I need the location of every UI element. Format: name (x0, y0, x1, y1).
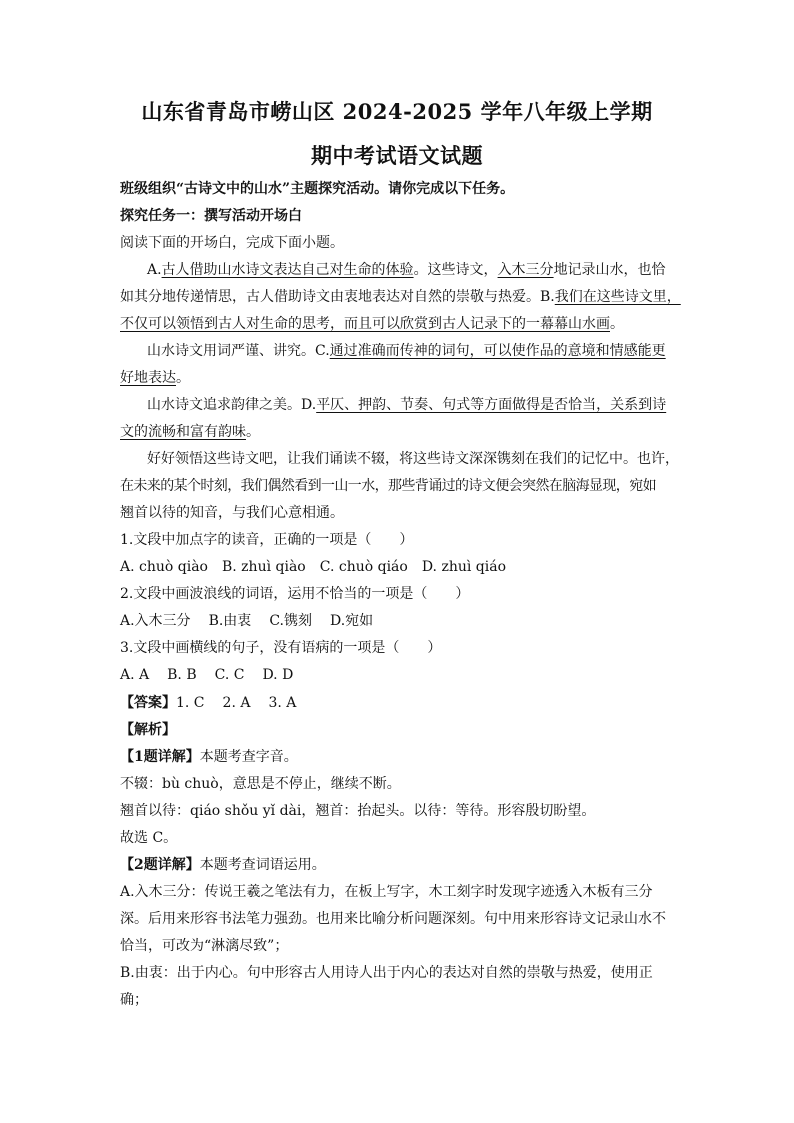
wavy-word-3: 镌刻 (497, 451, 525, 467)
passage-para-3-line-2 (120, 421, 680, 443)
option-d: D.宛如 (329, 613, 374, 629)
option-b: B. B (167, 667, 197, 683)
text-span: 本题考查字音。 (199, 749, 298, 765)
option-a: A. chuò qiào (120, 559, 208, 575)
passage-para-2-line-2 (120, 367, 680, 389)
option-a: A.入木三分 (120, 613, 191, 629)
question-3-options (120, 664, 680, 686)
option-d: D. zhuì qiáo (421, 559, 507, 575)
q2-detail-heading (120, 854, 680, 876)
q1-detail-heading (120, 746, 680, 768)
q1-detail-line-4: 故选 C。 (120, 830, 178, 846)
sentence-a: 古人借助山水诗文表达自己对生命的体验 (161, 262, 414, 278)
question-1-options (120, 556, 680, 578)
text-span: 地表达对自然的崇敬与热爱。B. (358, 289, 555, 305)
answer-line (120, 692, 680, 714)
task-1-heading: 探究任务一：撰写活动开场白 (120, 208, 302, 224)
question-1-stem: 1.文段中加点字的读音，正确的一项是（ ） (120, 532, 414, 548)
sentence-b-part-2: 不仅可以领悟到古人对生命的思考，而且可以欣赏到古人记录下的一幕幕山水画 (120, 316, 610, 332)
text-span: 本题考查词语运用。 (199, 857, 326, 873)
option-b: B. zhuì qiào (221, 559, 306, 575)
answer-label: 【答案】 (120, 695, 176, 711)
passage-para-1-line-2 (120, 286, 680, 308)
passage-para-1-line-3 (120, 313, 680, 335)
text-span: 。 (246, 424, 260, 440)
sentence-d-part-1: 平仄、押韵、节奏、句式等方面做得是否恰当，关系到诗 (316, 397, 667, 413)
activity-intro: 班级组织“古诗文中的山水”主题探究活动。请你完成以下任务。 (120, 181, 515, 197)
document-title-line-1: 山东省青岛市崂山区 2024-2025 学年八年级上学期 (141, 99, 653, 124)
answer-1: 1. C (176, 695, 205, 711)
sentence-d-part-2: 文的流畅和富有韵味 (120, 424, 246, 440)
document-title-line-2: 期中考试语文试题 (311, 143, 483, 168)
option-d: D. D (262, 667, 294, 683)
q1-detail-line-3: 翘首以待：qiáo shǒu yǐ dài，翘首：抬起头。以待：等待。形容殷切盼望。 (120, 803, 596, 819)
sentence-c-part-2: 好地表达 (120, 370, 176, 386)
q1-detail-line-2: 不辍：bù chuò，意思是不停止，继续不断。 (120, 776, 401, 792)
option-c: C.镌刻 (269, 613, 312, 629)
q2-detail-a-line-2: 深。后用来形容书法笔力强劲。也用来比喻分析问题深刻。句中用来形容诗文记录山水不 (120, 911, 666, 927)
text-span: 山水诗文追求韵律之美。D. (147, 397, 317, 413)
answer-3: 3. A (268, 695, 297, 711)
label-a: A. (147, 262, 162, 278)
text-span: 在未来的某个时刻，我们偶然看到一山一水，那些背诵过的诗文便会突然在脑海显现， (120, 478, 630, 494)
sentence-c-part-1: 通过准确而传神的词句，可以使作品的意境和情感能更 (329, 343, 666, 359)
q2-detail-a-line-1: A.入木三分：传说王羲之笔法有力，在板上写字，木工刻字时发现字迹透入木板有三分 (120, 884, 653, 900)
q1-detail-label: 【1题详解】 (120, 749, 200, 765)
text-span: 。 (176, 370, 190, 386)
question-2-options (120, 610, 680, 632)
passage-para-2-line-1 (147, 340, 707, 362)
passage-para-4-line-2 (120, 475, 680, 497)
question-2-stem: 2.文段中画波浪线的词语，运用不恰当的一项是（ ） (120, 586, 470, 602)
wavy-word-1: 入木三分 (497, 262, 554, 278)
option-c: C. chuò qiáo (319, 559, 408, 575)
passage-para-1-line-1 (147, 259, 707, 281)
wavy-word-2: 由衷 (330, 289, 358, 305)
text-span: 如其分地传递情思，古人借助诗文 (120, 289, 330, 305)
q2-detail-b-line-1: B.由衷：出于内心。句中形容古人用诗人出于内心的表达对自然的崇敬与热爱，使用正 (120, 965, 653, 981)
q2-detail-a-line-3: 恰当，可改为“淋漓尽致”； (120, 938, 289, 954)
q2-detail-label: 【2题详解】 (120, 857, 200, 873)
text-span: 。这些诗文， (413, 262, 498, 278)
passage-para-3-line-1 (147, 394, 707, 416)
text-span: 好好领悟这些诗文吧，让我们诵读不辍，将这些诗文深深 (147, 451, 497, 467)
option-a: A. A (120, 667, 150, 683)
sentence-b-part-1: 我们在这些诗文里， (554, 289, 681, 305)
reading-instruction: 阅读下面的开场白，完成下面小题。 (120, 235, 344, 251)
option-b: B.由衷 (208, 613, 252, 629)
text-span: 地记录山水，也恰 (553, 262, 666, 278)
text-span: 在我们的记忆中。也许， (525, 451, 679, 467)
q2-detail-b-line-2: 确； (120, 992, 148, 1008)
answer-2: 2. A (222, 695, 251, 711)
text-span: 。 (610, 316, 624, 332)
text-span: 山水诗文用词严谨、讲究。C. (147, 343, 330, 359)
passage-para-4-line-3: 翘首以待的知音，与我们心意相通。 (120, 505, 344, 521)
analysis-label: 【解析】 (120, 722, 176, 738)
question-3-stem: 3.文段中画横线的句子，没有语病的一项是（ ） (120, 640, 442, 656)
option-c: C. C (214, 667, 245, 683)
passage-para-4-line-1 (147, 448, 707, 470)
wavy-word-4: 宛如 (629, 478, 657, 494)
